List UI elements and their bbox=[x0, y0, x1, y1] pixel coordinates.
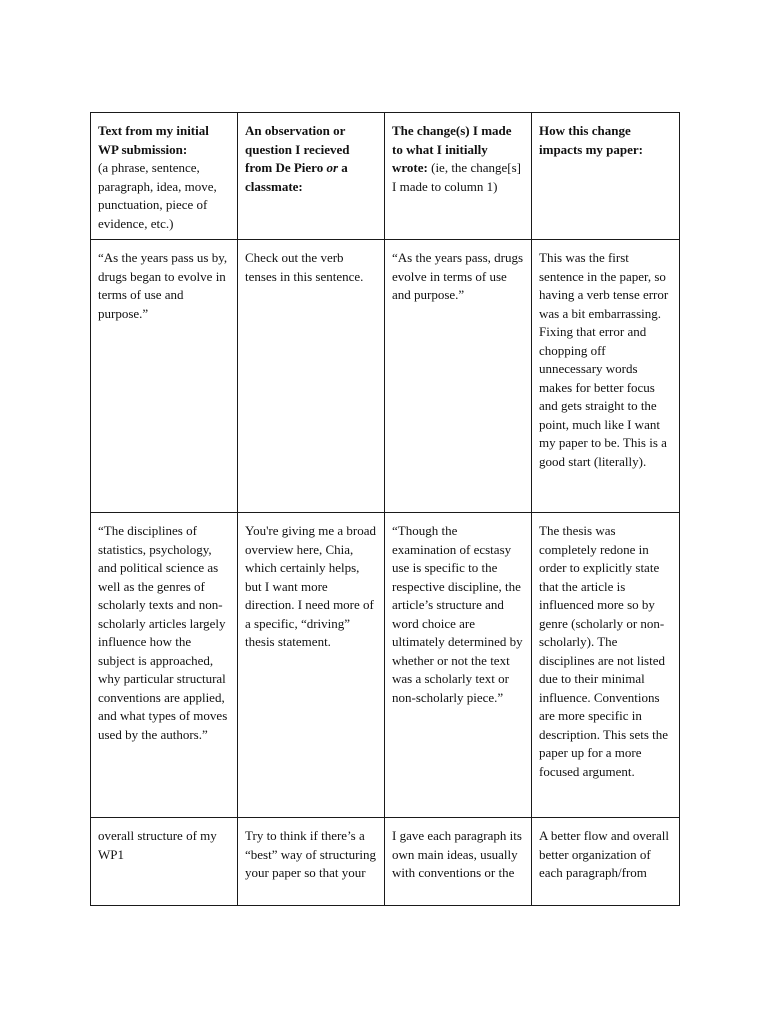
header-impact-bold: How this change impacts my paper: bbox=[539, 123, 643, 157]
revision-table bbox=[90, 112, 680, 906]
header-changes-note: (ie, the change[s] I made to column 1) bbox=[392, 160, 521, 194]
table-header-row bbox=[91, 113, 680, 240]
table-cell: This was the first sentence in the paper, so having a verb tense error was a bit embarrassing. Fixing that error and chopping off unnecessary words makes for better focus and gets straight to the point, much like I want my paper to be. This is a good start (literally). bbox=[532, 240, 680, 513]
table-cell: A better flow and overall better organization of each paragraph/from bbox=[532, 818, 680, 906]
header-observation-or: or bbox=[326, 160, 339, 175]
header-cell-initial-text bbox=[91, 113, 238, 240]
header-cell-changes bbox=[385, 113, 532, 240]
header-observation-part-b: a classmate: bbox=[245, 160, 348, 194]
table-cell: I gave each paragraph its own main ideas, usually with conventions or the bbox=[385, 818, 532, 906]
table-cell: “Though the examination of ecstasy use is specific to the respective discipline, the article’s structure and word choice are ultimately determined by whether or not the text was a scholarly text or non-scholarly piece.” bbox=[385, 513, 532, 818]
table-cell: “The disciplines of statistics, psychology, and political science as well as the genres of scholarly texts and non-scholarly articles largely influence how the subject is approached, why particular structural conventions are applied, and what types of moves used by the authors.” bbox=[91, 513, 238, 818]
header-observation-part-a: An observation or question I recieved from De Piero bbox=[245, 123, 350, 175]
table-cell: overall structure of my WP1 bbox=[91, 818, 238, 906]
table-cell: Check out the verb tenses in this sentence. bbox=[238, 240, 385, 513]
table-row bbox=[91, 240, 680, 513]
header-initial-text-note: (a phrase, sentence, paragraph, idea, move, punctuation, piece of evidence, etc.) bbox=[98, 160, 217, 231]
header-cell-observation bbox=[238, 113, 385, 240]
table-cell: You're giving me a broad overview here, Chia, which certainly helps, but I want more direction. I need more of a specific, “driving” thesis statement. bbox=[238, 513, 385, 818]
table-row bbox=[91, 818, 680, 906]
header-changes-bold: The change(s) I made to what I initially wrote: bbox=[392, 123, 512, 175]
table-cell: The thesis was completely redone in order to explicitly state that the article is influenced more so by genre (scholarly or non-scholarly). The disciplines are not listed due to their minimal influence. Conventions are more specific in description. This sets the paper up for a more focused argument. bbox=[532, 513, 680, 818]
table-cell: Try to think if there’s a “best” way of structuring your paper so that your bbox=[238, 818, 385, 906]
header-initial-text-bold: Text from my initial WP submission: bbox=[98, 123, 209, 157]
table-row bbox=[91, 513, 680, 818]
table-cell: “As the years pass, drugs evolve in terms of use and purpose.” bbox=[385, 240, 532, 513]
table-cell: “As the years pass us by, drugs began to evolve in terms of use and purpose.” bbox=[91, 240, 238, 513]
header-cell-impact bbox=[532, 113, 680, 240]
